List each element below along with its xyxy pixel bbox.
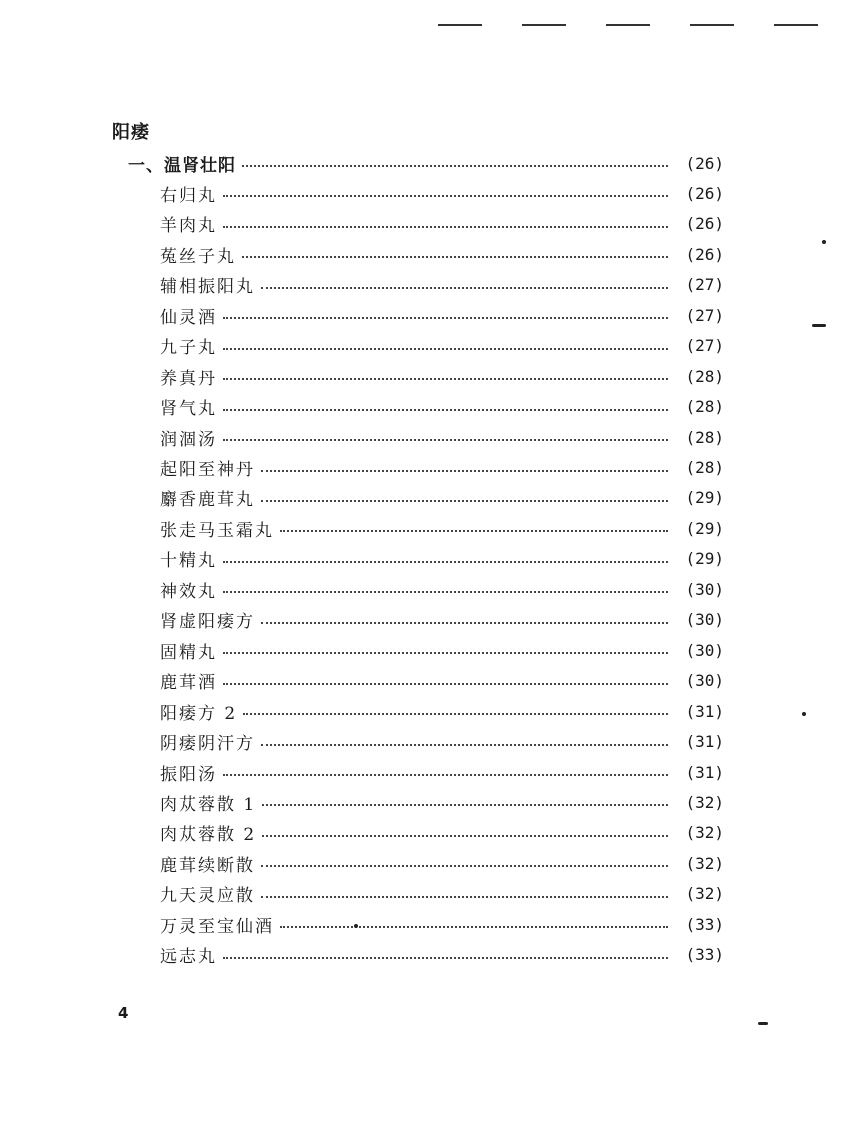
header-rule — [438, 24, 482, 26]
dot-leader — [223, 195, 668, 197]
dot-leader — [262, 835, 668, 837]
toc-entry[interactable] — [160, 848, 724, 878]
toc-entry[interactable] — [160, 909, 724, 939]
toc-entry[interactable] — [160, 270, 724, 300]
toc-entry[interactable] — [160, 727, 724, 757]
header-rule — [774, 24, 818, 26]
dot-leader — [223, 317, 668, 319]
scan-speck — [822, 240, 826, 244]
toc-entry[interactable] — [160, 574, 724, 604]
toc-entry-page: (27) — [685, 305, 724, 325]
toc-entry[interactable] — [160, 940, 724, 970]
toc-entry-title: 固精丸 — [160, 642, 217, 663]
toc-entry-page: (27) — [685, 275, 724, 295]
toc-entry[interactable] — [160, 453, 724, 483]
dot-leader — [242, 256, 668, 258]
toc-entry-page: (32) — [685, 884, 724, 904]
toc-entry-page: (32) — [685, 823, 724, 843]
toc-subsection-title: 一、温肾壮阳 — [128, 155, 236, 176]
scan-speck — [758, 1022, 768, 1025]
toc-entry-page: (31) — [685, 701, 724, 721]
page-number: 4 — [118, 1004, 129, 1022]
toc-entry-title: 肾虚阳痿方 — [160, 612, 255, 633]
dot-leader — [223, 409, 668, 411]
toc-entry-title: 肉苁蓉散 1 — [160, 794, 257, 815]
toc-entry-title: 九天灵应散 — [160, 886, 255, 907]
toc-entry-page: (30) — [685, 671, 724, 691]
toc-entry-title: 麝香鹿茸丸 — [160, 490, 255, 511]
toc-entry-page: (29) — [685, 549, 724, 569]
toc-entry-title: 菟丝子丸 — [160, 246, 236, 267]
toc-entry[interactable] — [160, 544, 724, 574]
toc-entry-title: 仙灵酒 — [160, 307, 217, 328]
toc-entry-page: (29) — [685, 488, 724, 508]
toc-entry-page: (28) — [685, 397, 724, 417]
toc-entry-title: 鹿茸续断散 — [160, 855, 255, 876]
toc-entry-title: 万灵至宝仙酒 — [160, 916, 274, 937]
toc-entry[interactable] — [160, 513, 724, 543]
toc-entry-page: (30) — [685, 610, 724, 630]
toc-entry[interactable] — [160, 178, 724, 208]
dot-leader — [261, 896, 668, 898]
dot-leader — [223, 348, 668, 350]
dot-leader — [261, 622, 668, 624]
toc-entry-title: 润涸汤 — [160, 429, 217, 450]
toc-entry[interactable] — [160, 818, 724, 848]
toc-entry-title: 养真丹 — [160, 368, 217, 389]
dot-leader — [280, 926, 668, 928]
dot-leader — [261, 287, 668, 289]
header-rule — [690, 24, 734, 26]
toc-entry[interactable] — [160, 392, 724, 422]
toc-entry-page: (33) — [685, 914, 724, 934]
toc-entry-page: (28) — [685, 366, 724, 386]
dot-leader — [223, 561, 668, 563]
toc-entry-title: 起阳至神丹 — [160, 460, 255, 480]
toc-entry[interactable] — [160, 696, 724, 726]
dot-leader — [223, 591, 668, 593]
toc-entry[interactable] — [160, 361, 724, 391]
toc-entry[interactable] — [160, 757, 724, 787]
toc-entry-page: (30) — [685, 579, 724, 599]
toc-entry-title: 九子丸 — [160, 338, 217, 359]
toc-entry[interactable] — [160, 300, 724, 330]
dot-leader — [242, 165, 668, 167]
dot-leader — [280, 530, 668, 532]
toc-entry[interactable] — [160, 209, 724, 239]
toc-entry[interactable] — [160, 331, 724, 361]
toc-entry[interactable] — [160, 666, 724, 696]
dot-leader — [223, 652, 668, 654]
toc-subsection-page: (26) — [685, 153, 724, 173]
dot-leader — [223, 774, 668, 776]
toc-entry-title: 右归丸 — [160, 185, 217, 206]
toc-entry-page: (31) — [685, 762, 724, 782]
toc-entry-title: 阳痿方 2 — [160, 703, 238, 724]
toc-entry-page: (31) — [685, 732, 724, 752]
toc-entry-page: (29) — [685, 518, 724, 538]
scan-speck — [354, 924, 358, 928]
toc-entry-title: 十精丸 — [160, 551, 217, 572]
toc-entry-page: (33) — [685, 945, 724, 965]
toc-entry-title: 肾气丸 — [160, 399, 217, 420]
toc-entry-title: 阴痿阴汗方 — [160, 734, 255, 755]
dot-leader — [262, 804, 668, 806]
dot-leader — [223, 957, 668, 959]
dot-leader — [223, 378, 668, 380]
toc-entry-title: 鹿茸酒 — [160, 673, 217, 694]
dot-leader — [223, 226, 668, 228]
toc-entry-page: (28) — [685, 458, 724, 477]
toc-entry-title: 羊肉丸 — [160, 216, 217, 237]
dot-leader — [223, 683, 668, 685]
toc-entry-title: 远志丸 — [160, 947, 217, 968]
toc-entry-page: (32) — [685, 853, 724, 873]
toc-entry-title: 辅相振阳丸 — [160, 277, 255, 298]
toc-entry[interactable] — [160, 879, 724, 909]
toc-entry[interactable] — [160, 605, 724, 635]
dot-leader — [223, 439, 668, 441]
toc-entry-page: (26) — [685, 214, 724, 234]
toc-subsection[interactable] — [128, 148, 724, 178]
header-rule — [606, 24, 650, 26]
toc-entry[interactable] — [160, 635, 724, 665]
header-rule — [522, 24, 566, 26]
toc-entry-page: (28) — [685, 427, 724, 447]
toc-entry-page: (26) — [685, 183, 724, 203]
dot-leader — [243, 713, 668, 715]
scan-speck — [802, 712, 806, 716]
toc-entry-page: (32) — [685, 792, 724, 812]
toc-entry[interactable] — [160, 483, 724, 513]
toc-entry-page: (30) — [685, 640, 724, 660]
section-heading: 阳痿 — [112, 122, 150, 143]
header-rules — [0, 24, 866, 28]
dot-leader — [261, 500, 668, 502]
toc-entry[interactable] — [160, 239, 724, 269]
scan-speck — [812, 324, 826, 327]
dot-leader — [261, 865, 668, 867]
toc-entry-title: 张走马玉霜丸 — [160, 520, 274, 541]
toc-entry-title: 振阳汤 — [160, 764, 217, 785]
toc-entry-title: 神效丸 — [160, 581, 217, 602]
toc-entry[interactable] — [160, 787, 724, 817]
toc-entry-page: (26) — [685, 244, 724, 264]
toc-entry-page: (27) — [685, 336, 724, 356]
dot-leader — [261, 744, 668, 746]
toc-entry-title: 肉苁蓉散 2 — [160, 825, 257, 846]
toc-entry[interactable] — [160, 422, 724, 452]
dot-leader — [261, 470, 668, 472]
